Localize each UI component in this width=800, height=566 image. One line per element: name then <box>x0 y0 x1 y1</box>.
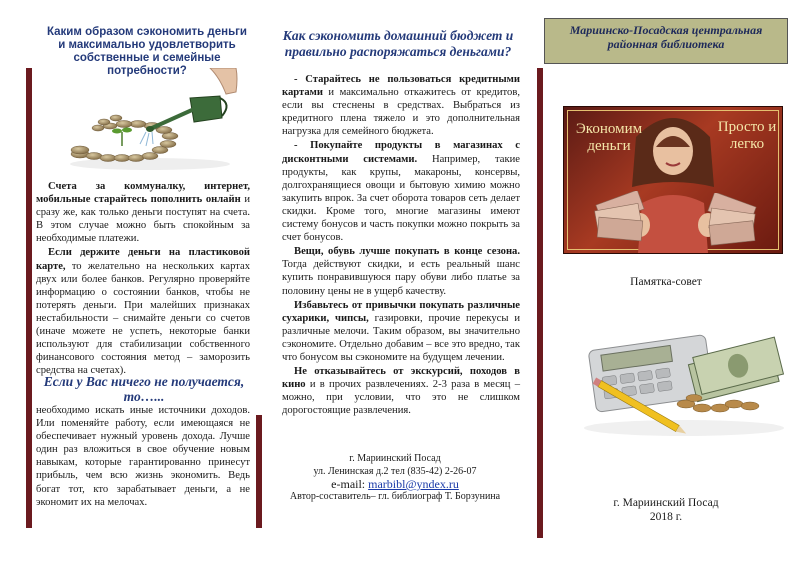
col2-text-block <box>282 73 520 418</box>
col3-city: г. Мариинский Посад <box>613 497 719 509</box>
photo-text-left: Экономим деньги <box>575 121 643 154</box>
col3-year: 2018 г. <box>649 511 683 523</box>
library-header-box: Мариинско-Посадская центральная районная библиотека <box>544 18 788 64</box>
footer-address: ул. Ленинская д.2 тел (835-42) 2-26-07 <box>313 465 477 477</box>
col2-title: Как сэкономить домашний бюджет и правильно распоряжаться деньгами? <box>282 28 514 59</box>
middle-border-bar <box>256 415 262 528</box>
email-link[interactable]: marbibl@yndex.ru <box>368 477 459 491</box>
calculator-money-illustration <box>574 324 788 440</box>
left-border-bar <box>26 68 32 528</box>
woman-with-money-photo <box>563 106 783 254</box>
col2-footer <box>270 453 520 503</box>
footer-email-line: e-mail: marbibl@yndex.ru <box>331 477 459 491</box>
photo-text-right: Просто и легко <box>717 119 777 152</box>
col1-paragraph-1: Счета за коммуналку, интернет, мобильные старайтесь пополнить онлайн и сразу же, как только деньги поступят на счета. В этом случае можно быть спокойным за необходимые платежи. <box>36 181 250 245</box>
banknotes-left <box>594 191 650 251</box>
col2-paragraph-1: - Старайтесь не пользоваться кредитными картами и максимально откажитесь от кредитов, если вы стеснены в средствах. Выбраться из кредитного плена тяжело и это дополнительная нагрузка для семейного бюджета. <box>282 74 520 138</box>
banknotes-right <box>704 193 760 251</box>
right-border-bar <box>537 68 543 538</box>
col1-subtitle: Если у Вас ничего не получается, то…... <box>43 374 245 404</box>
col2-paragraph-4: Избавьтесь от привычки покупать различные сухарики, чипсы, газировки, прочие перекусы и различные мелочи. Таким образом, вы значительно сэкономите. Отдельно добавим – все это вредно, так что бонусом вы сэкономите на будущем лечении. <box>282 299 520 363</box>
money-watering-illustration <box>60 68 240 172</box>
leaflet-caption: Памятка-совет <box>630 276 702 288</box>
col2-paragraph-2: - Покупайте продукты в магазинах с дисконтными системами. Например, такие продукты, как крупы, макароны, консервы, долгохранящиеся овощи и бытовую химию можно закупить впрок. За счет оборота товаров сеть делает скидки. Кроме того, многие магазины имеют систему бонусов и часть покупки можно покрыть за счет бонусов. <box>282 140 520 244</box>
col1-paragraph-2: Если держите деньги на пластиковой карте, то желательно на нескольких картах двух или более банков. Регулярно проверяйте информацию о состоянии банков, чтобы не потерять деньги. При малейших признаках нестабильности – снимайте деньги со счетов (иначе можете не успеть, некоторые банки используют для стабилизации собственного финансового состояния метод – заморозить средства на счетах). <box>36 247 250 377</box>
footer-city: г. Мариинский Посад <box>349 453 441 464</box>
footer-author: Автор-составитель– гл. библиограф Т. Борзунина <box>289 490 501 502</box>
col1-paragraph-3: необходимо искать иные источники доходов. Или поменяйте работу, если имеющаяся не обеспечивает нужный уровень дохода. Лучше один раз вложиться в свое обучение новым навыкам, которые гарантированно принесут прибыль, чем всю жизнь экономить. Ведь богат тот, кто зарабатывает деньги, а не экономит их на мелочах. <box>36 405 250 508</box>
col1-text-block <box>36 180 250 378</box>
col2-paragraph-5: Не отказывайтесь от экскурсий, походов в кино и в прочих развлечениях. 2-3 раза в месяц – можно, при условии, что это не слишком дорогостоящие развлечения. <box>282 366 520 417</box>
col1-title: Каким образом сэкономить деньги и максимально удовлетворить собственные и семейные потребности? <box>46 26 247 77</box>
col2-paragraph-3: Вещи, обувь лучше покупать в конце сезона. Тогда действуют скидки, и есть реальный шанс купить понравившуюся пару обуви либо платье за половину цены не в ущерб качеству. <box>282 246 520 297</box>
